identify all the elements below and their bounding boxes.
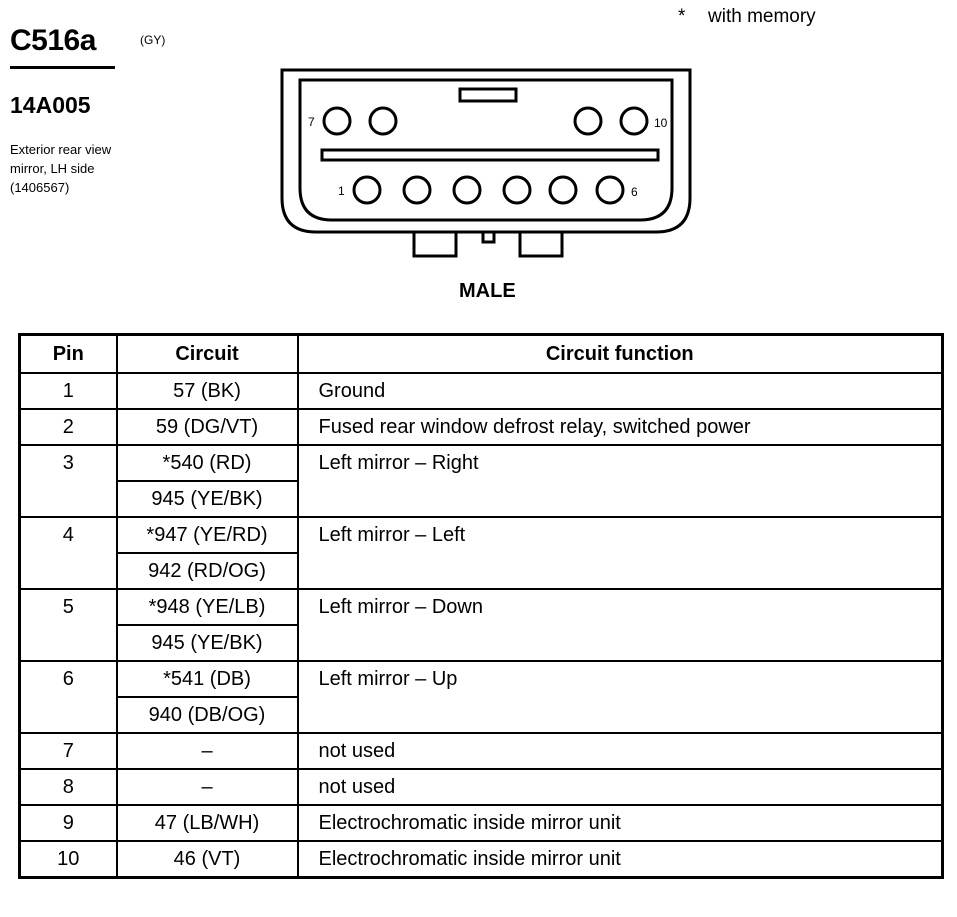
- table-row: [20, 373, 943, 409]
- table-row: [20, 445, 943, 481]
- pin-label-6: 6: [631, 185, 638, 199]
- pin-cavity-2: [404, 177, 430, 203]
- pin-cavity-8: [370, 108, 396, 134]
- circuit-cell: 940 (DB/OG): [117, 697, 298, 733]
- column-header-circuit: Circuit: [117, 335, 298, 374]
- pin-number-cell: 8: [20, 769, 117, 805]
- column-header-function: Circuit function: [298, 335, 943, 374]
- connector-color: (GY): [140, 33, 166, 47]
- latch-tab-right: [520, 232, 562, 256]
- table-row: [20, 661, 943, 697]
- pin-number-cell: 4: [20, 517, 117, 589]
- pin-number-cell: 1: [20, 373, 117, 409]
- table-header-row: [20, 335, 943, 374]
- circuit-function-cell: Left mirror – Up: [298, 661, 943, 733]
- circuit-cell: 945 (YE/BK): [117, 481, 298, 517]
- pin-cavity-4: [504, 177, 530, 203]
- circuit-cell: *541 (DB): [117, 661, 298, 697]
- pin-cavity-1: [354, 177, 380, 203]
- description-line: Exterior rear view: [10, 142, 112, 157]
- circuit-function-cell: Ground: [298, 373, 943, 409]
- connector-id: C516a: [10, 24, 96, 57]
- circuit-function-cell: Left mirror – Left: [298, 517, 943, 589]
- circuit-function-cell: Fused rear window defrost relay, switched power: [298, 409, 943, 445]
- circuit-function-cell: not used: [298, 733, 943, 769]
- legend: [678, 6, 816, 28]
- table-row: [20, 733, 943, 769]
- circuit-function-cell: Electrochromatic inside mirror unit: [298, 841, 943, 878]
- circuit-cell: 942 (RD/OG): [117, 553, 298, 589]
- pin-number-cell: 7: [20, 733, 117, 769]
- circuit-cell: –: [117, 733, 298, 769]
- pin-number-cell: 10: [20, 841, 117, 878]
- pin-number-cell: 2: [20, 409, 117, 445]
- circuit-cell: *948 (YE/LB): [117, 589, 298, 625]
- latch-tab-left: [414, 232, 456, 256]
- circuit-function-cell: not used: [298, 769, 943, 805]
- latch-tab-center: [483, 232, 494, 242]
- circuit-cell: *947 (YE/RD): [117, 517, 298, 553]
- pin-label-10: 10: [654, 116, 668, 130]
- circuit-cell: 46 (VT): [117, 841, 298, 878]
- pinout-table: [18, 333, 944, 879]
- pin-cavity-10: [621, 108, 647, 134]
- connector-face-diagram: [270, 60, 700, 275]
- circuit-cell: –: [117, 769, 298, 805]
- pin-cavity-7: [324, 108, 350, 134]
- connector-gender-label: MALE: [459, 280, 516, 302]
- pin-cavity-3: [454, 177, 480, 203]
- circuit-cell: 59 (DG/VT): [117, 409, 298, 445]
- description-line: mirror, LH side: [10, 161, 95, 176]
- legend-text: with memory: [708, 6, 816, 27]
- pinout-table-body: [20, 373, 943, 878]
- pin-row-divider: [322, 150, 658, 160]
- table-row: [20, 805, 943, 841]
- pin-label-1: 1: [338, 184, 345, 198]
- legend-symbol: *: [678, 6, 686, 27]
- part-number: 14A005: [10, 92, 91, 118]
- circuit-function-cell: Electrochromatic inside mirror unit: [298, 805, 943, 841]
- pin-cavity-9: [575, 108, 601, 134]
- polarizing-key: [460, 89, 516, 101]
- pin-number-cell: 5: [20, 589, 117, 661]
- circuit-cell: *540 (RD): [117, 445, 298, 481]
- connector-description: [10, 140, 111, 197]
- pin-cavity-6: [597, 177, 623, 203]
- table-row: [20, 409, 943, 445]
- table-row: [20, 841, 943, 878]
- circuit-cell: 47 (LB/WH): [117, 805, 298, 841]
- title-underline: [10, 66, 115, 69]
- circuit-cell: 57 (BK): [117, 373, 298, 409]
- circuit-function-cell: Left mirror – Down: [298, 589, 943, 661]
- table-row: [20, 589, 943, 625]
- pin-number-cell: 6: [20, 661, 117, 733]
- circuit-function-cell: Left mirror – Right: [298, 445, 943, 517]
- circuit-cell: 945 (YE/BK): [117, 625, 298, 661]
- description-line: (1406567): [10, 180, 70, 195]
- column-header-pin: Pin: [20, 335, 117, 374]
- pin-cavity-5: [550, 177, 576, 203]
- table-row: [20, 517, 943, 553]
- table-row: [20, 769, 943, 805]
- pin-number-cell: 9: [20, 805, 117, 841]
- pin-number-cell: 3: [20, 445, 117, 517]
- pin-label-7: 7: [308, 115, 315, 129]
